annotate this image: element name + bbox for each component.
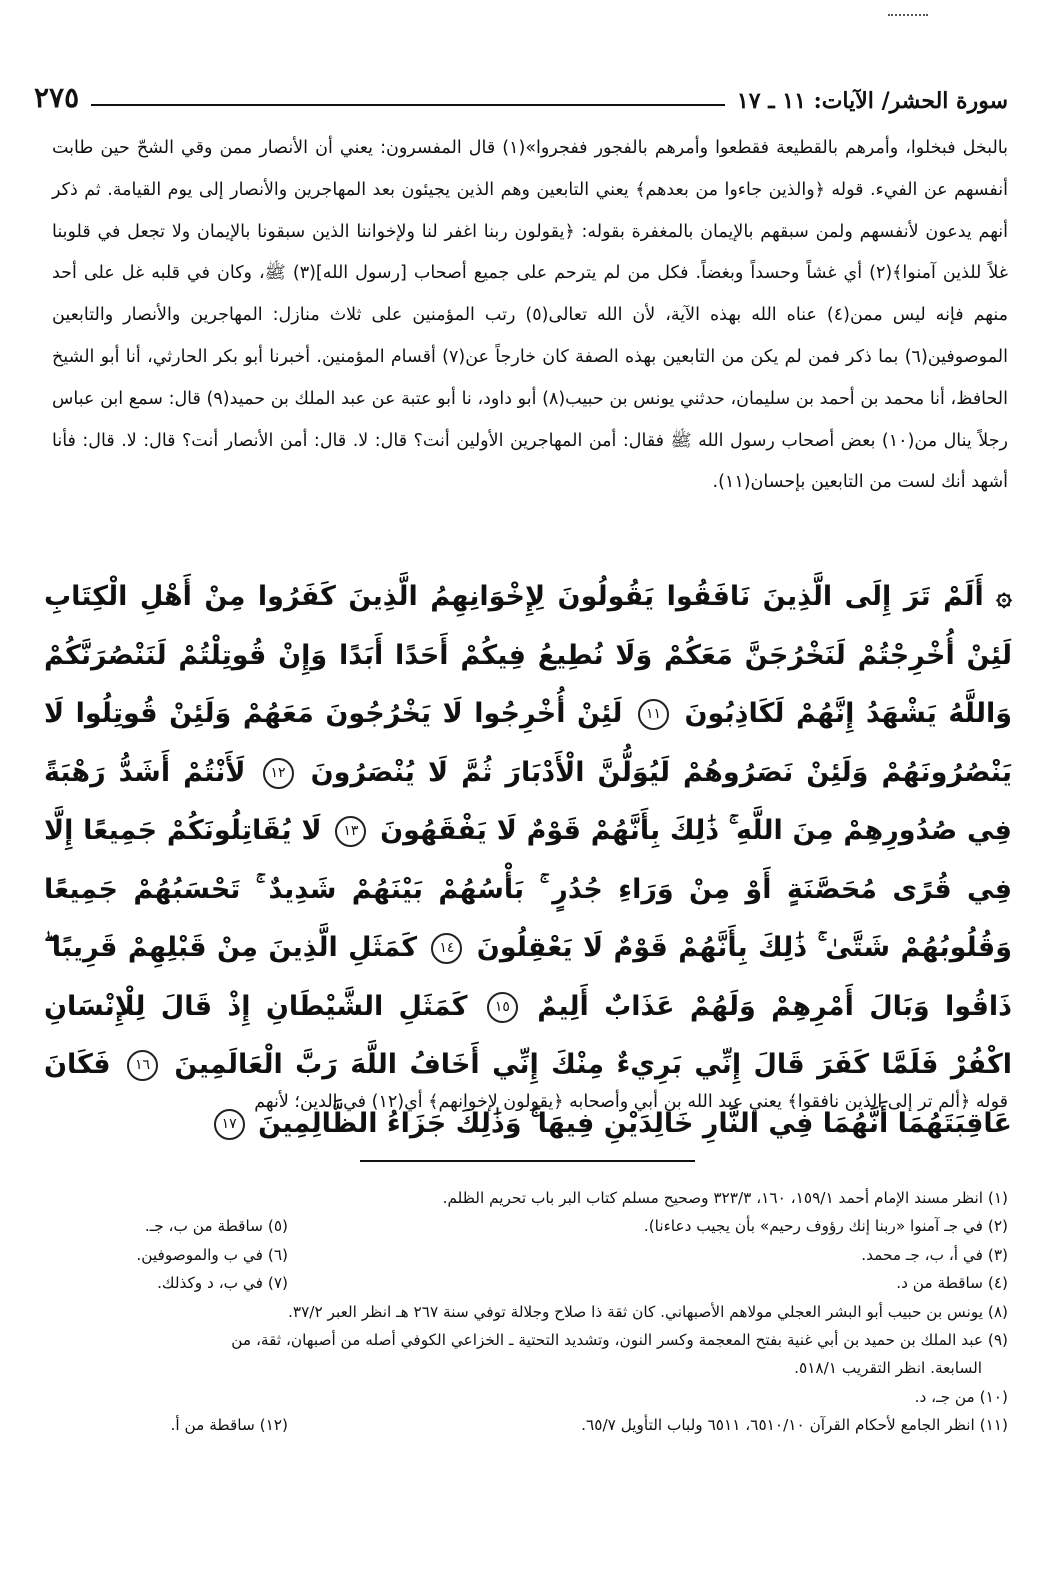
footnote-1: (١) انظر مسند الإمام أحمد ١٥٩/١، ١٦٠، ٣٢٣/٣ وصحيح مسلم كتاب البر باب تحريم الظلم. <box>442 1189 1008 1207</box>
ayah-number-marker: ١٤ <box>431 933 462 964</box>
ayah-number-marker: ١٢ <box>263 758 294 789</box>
ayah-text: لَئِنْ أُخْرِجُوا لَا يَخْرُجُونَ مَعَهُمْ وَلَئِنْ قُوتِلُوا لَا يَنْصُرُونَهُمْ وَلَئِنْ نَصَرُوهُمْ لَيُوَلُّنَّ الْأَدْبَارَ ثُمَّ لَا يُنْصَرُونَ <box>44 698 1012 788</box>
footnote-row <box>52 1411 1008 1439</box>
commentary-start: قوله ﴿ألم تر إلى الذين نافقوا﴾ يعني عبد الله بن أبي وأصحابه ﴿يقولون لإخوانهم﴾ أي(١٢) في الدين؛ لأنهم <box>254 1092 1008 1112</box>
ayah-number-marker: ١٧ <box>214 1109 245 1140</box>
header-rule <box>91 104 725 106</box>
ayah-text: ۞ أَلَمْ تَرَ إِلَى الَّذِينَ نَافَقُوا يَقُولُونَ لِإِخْوَانِهِمُ الَّذِينَ كَفَرُوا مِنْ أَهْلِ الْكِتَابِ لَئِنْ أُخْرِجْتُمْ لَنَخْرُجَنَّ مَعَكُمْ وَلَا نُطِيعُ فِيكُمْ أَحَدًا أَبَدًا وَإِنْ قُوتِلْتُمْ لَنَنْصُرَنَّكُمْ وَاللَّهُ يَشْهَدُ إِنَّهُمْ لَكَاذِبُونَ <box>44 581 1013 729</box>
footnote-6: (٦) في ب والموصوفين. <box>136 1245 288 1264</box>
footnote-8: (٨) يونس بن حبيب أبو البشر العجلي مولاهم الأصبهاني. كان ثقة ذا صلاح وجلالة توفي سنة ٢٦٧ هـ انظر العبر ٣٧/٢. <box>287 1302 1008 1321</box>
footnote-5: (٥) ساقطة من ب، جـ. <box>144 1217 288 1236</box>
quran-paragraph <box>44 568 1012 1153</box>
ayah-text: لَا يُقَاتِلُونَكُمْ جَمِيعًا إِلَّا فِي قُرًى مُحَصَّنَةٍ أَوْ مِنْ وَرَاءِ جُدُرٍ ۚ بَأْسُهُمْ بَيْنَهُمْ شَدِيدٌ ۚ تَحْسَبُهُمْ جَمِيعًا وَقُلُوبُهُمْ شَتَّىٰ ۚ ذَٰلِكَ بِأَنَّهُمْ قَوْمٌ لَا يَعْقِلُونَ <box>44 815 1012 963</box>
ayah-text: فَكَانَ عَاقِبَتَهُمَا أَنَّهُمَا فِي النَّارِ خَالِدَيْنِ فِيهَا ۚ وَذَٰلِكَ جَزَاءُ الظَّالِمِينَ <box>44 1049 1012 1139</box>
footnote-9-continued: السابعة. انظر التقريب ٥١٨/١. <box>794 1359 982 1378</box>
footnotes <box>52 1184 1008 1440</box>
scan-mark <box>888 14 928 16</box>
page-header <box>34 74 1008 114</box>
footnote-separator <box>360 1160 695 1162</box>
footnote-row <box>52 1269 1008 1297</box>
footnote-4: (٤) ساقطة من د. <box>896 1274 1008 1293</box>
ayah-text: لَأَنْتُمْ أَشَدُّ رَهْبَةً فِي صُدُورِهِمْ مِنَ اللَّهِ ۚ ذَٰلِكَ بِأَنَّهُمْ قَوْمٌ لَا يَفْقَهُونَ <box>44 756 1012 846</box>
footnote-2: (٢) في جـ آمنوا «ربنا إنك رؤوف رحيم» بأن يجيب دعاءنا). <box>643 1217 1008 1236</box>
page-number: ٢٧٥ <box>34 81 80 114</box>
footnote-row <box>52 1241 1008 1269</box>
ayah-number-marker: ١٣ <box>335 816 366 847</box>
prose-paragraph: بالبخل فبخلوا، وأمرهم بالقطيعة فقطعوا وأمرهم بالفجور ففجروا»(١) قال المفسرون: يعني أن الأنصار ممن وقي الشحّ حين طابت أنفسهم عن الفيء. قوله ﴿والذين جاءوا من بعدهم﴾ يعني التابعين وهم الذين يجيئون بعد المهاجرين والأنصار إلى يوم القيامة. ثم ذكر أنهم يدعون لأنفسهم ولمن سبقهم بالإيمان بالمغفرة بقوله: ﴿يقولون ربنا اغفر لنا ولإخواننا الذين سبقونا بالإيمان ولا تجعل في قلوبنا غلاً للذين آمنوا﴾(٢) أي غشاً وحسداً وبغضاً. فكل من لم يترحم على جميع أصحاب [رسول الله](٣) ﷺ، وكان في قلبه غل على أحد منهم فإنه ليس ممن(٤) عناه الله بهذه الآية، لأن الله تعالى(٥) رتب المؤمنين على ثلاث منازل: المهاجرين والأنصار والتابعين الموصوفين(٦) بما ذكر فمن لم يكن من التابعين بهذه الصفة كان خارجاً عن(٧) أقسام المؤمنين. أخبرنا أبو بكر الحارثي، أنا أبو الشيخ الحافظ، أنا محمد بن أحمد بن سليمان، حدثني يونس بن حبيب(٨) أبو داود، نا أبو عتبة عن عبد الملك بن حميد(٩) قال: سمع ابن عباس رجلاً ينال من(١٠) بعض أصحاب رسول الله ﷺ فقال: أمن المهاجرين الأولين أنت؟ قال: لا. قال: أمن الأنصار أنت؟ قال: لا. قال: فأنا أشهد أنك لست من التابعين بإحسان(١١). <box>52 138 1009 493</box>
footnote-10-row <box>52 1383 1008 1411</box>
footnote-9: (٩) عبد الملك بن حميد بن أبي غنية بفتح المعجمة وكسر النون، وتشديد التحتية ـ الخزاعي الكوفي أصله من أصبهان، ثقة، من <box>231 1331 1008 1350</box>
footnote-11: (١١) انظر الجامع لأحكام القرآن ٦٥١٠/١٠، ٦٥١١ ولباب التأويل ٦٥/٧. <box>581 1416 1008 1435</box>
ayah-text: كَمَثَلِ الشَّيْطَانِ إِذْ قَالَ لِلْإِنْسَانِ اكْفُرْ فَلَمَّا كَفَرَ قَالَ إِنِّي بَرِيءٌ مِنْكَ إِنِّي أَخَافُ اللَّهَ رَبَّ الْعَالَمِينَ <box>44 990 1013 1080</box>
ayah-number-marker: ١٥ <box>487 992 518 1023</box>
tafsir-prose <box>52 128 1008 504</box>
surah-reference: سورة الحشر/ الآيات: ١١ ـ ١٧ <box>736 88 1008 114</box>
footnote-12: (١٢) ساقطة من أ. <box>170 1416 288 1435</box>
quran-verses <box>44 568 1012 1153</box>
footnote-3: (٣) في أ، ب، جـ محمد. <box>861 1245 1008 1264</box>
footnote-8-row <box>52 1298 1008 1326</box>
footnote-1-row <box>52 1184 1008 1212</box>
footnote-7: (٧) في ب، د وكذلك. <box>157 1274 288 1293</box>
ayah-number-marker: ١٦ <box>127 1050 158 1081</box>
footnote-10: (١٠) من جـ، د. <box>914 1387 1008 1406</box>
footnote-9-row <box>52 1326 1008 1383</box>
ayah-text: كَمَثَلِ الَّذِينَ مِنْ قَبْلِهِمْ قَرِيبًا ۖ ذَاقُوا وَبَالَ أَمْرِهِمْ وَلَهُمْ عَذَابٌ أَلِيمٌ <box>44 932 1012 1022</box>
footnote-row <box>52 1212 1008 1240</box>
ayah-number-marker: ١١ <box>638 699 669 730</box>
